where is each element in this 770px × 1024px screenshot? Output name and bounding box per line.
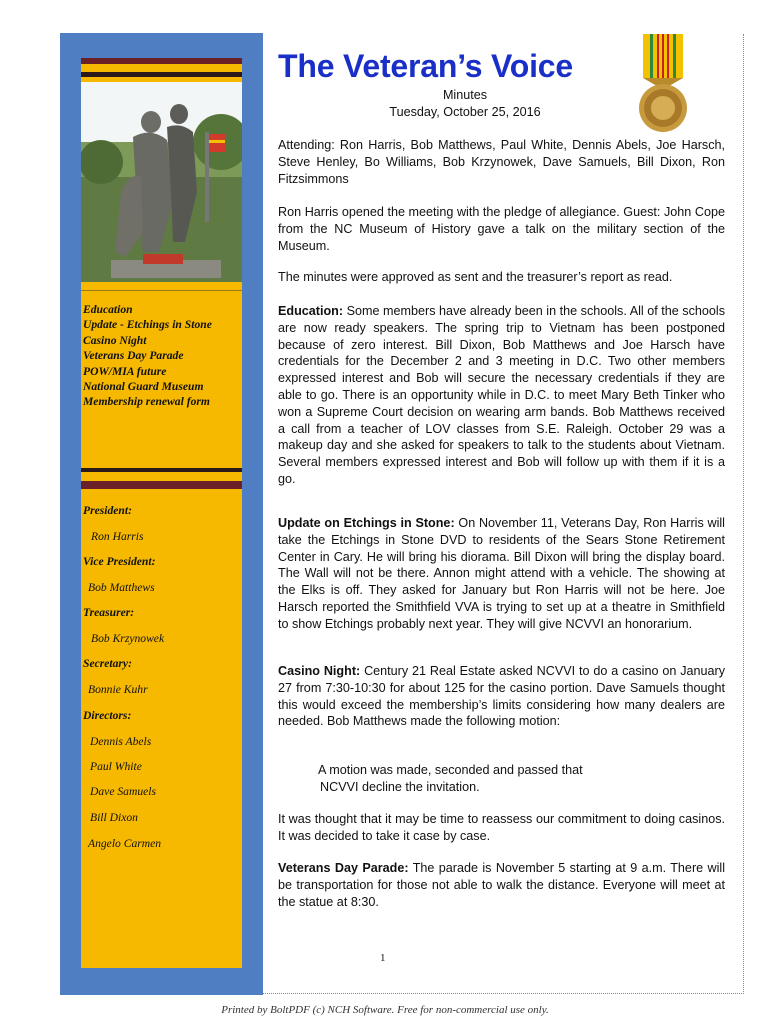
- vice-president-label: Vice President:: [83, 555, 156, 568]
- sidebar-stripe: [81, 72, 242, 77]
- sidebar-divider: [81, 290, 242, 291]
- treasurer-name: Bob Krzynowek: [91, 632, 165, 645]
- secretary-name: Bonnie Kuhr: [88, 683, 148, 696]
- reassess-paragraph: It was thought that it may be time to reassess our commitment to doing casinos. It was decided to take it case by case.: [278, 812, 725, 843]
- contents-item: Update - Etchings in Stone: [83, 318, 212, 332]
- footer-watermark: Printed by BoltPDF (c) NCH Software. Free for non-commercial use only.: [221, 1004, 549, 1016]
- motion-line: A motion was made, seconded and passed that: [318, 763, 583, 777]
- sidebar-contents-list: [83, 302, 241, 410]
- education-paragraph: [278, 303, 725, 488]
- director-name: Angelo Carmen: [88, 837, 162, 850]
- etchings-paragraph: [278, 515, 725, 633]
- opening-paragraph: Ron Harris opened the meeting with the pledge of allegiance. Guest: John Cope from the NC Museum of History gave a talk on the military section of the Museum.: [278, 205, 725, 253]
- motion-line: NCVVI decline the invitation.: [320, 780, 480, 794]
- contents-item: National Guard Museum: [83, 380, 204, 394]
- sidebar-stripe: [81, 58, 242, 64]
- directors-label: Directors:: [83, 709, 132, 722]
- vice-president-name: Bob Matthews: [88, 581, 155, 594]
- minutes-label: Minutes: [442, 88, 488, 102]
- director-name: Dennis Abels: [90, 735, 152, 748]
- sidebar-stripe: [81, 468, 242, 472]
- veterans-statue-photo: [81, 82, 242, 282]
- approval-paragraph: The minutes were approved as sent and the treasurer’s report as read.: [278, 270, 673, 284]
- contents-item: Membership renewal form: [83, 395, 210, 409]
- director-name: Paul White: [90, 760, 142, 773]
- sidebar-stripe: [81, 481, 242, 489]
- casino-heading: Casino Night:: [278, 664, 361, 678]
- meeting-date: Tuesday, October 25, 2016: [389, 105, 541, 119]
- page-number: 1: [380, 952, 386, 964]
- parade-heading: Veterans Day Parade:: [278, 861, 409, 875]
- contents-item: POW/MIA future: [83, 364, 167, 378]
- attending-paragraph: Attending: Ron Harris, Bob Matthews, Paul White, Dennis Abels, Joe Harsch, Steve Henley, Bo Williams, Bob Krzynowek, Dave Samuels, Bill Dixon, Ron Fitzsimmons: [278, 138, 725, 186]
- contents-item: Veterans Day Parade: [83, 349, 184, 363]
- president-label: President:: [83, 504, 132, 517]
- president-name: Ron Harris: [91, 530, 144, 543]
- contents-item: Casino Night: [83, 333, 147, 347]
- parade-paragraph: [278, 860, 725, 910]
- parade-body: The parade is November 5 starting at 9 a.m. There will be transportation for those not able to walk the distance. Everyone will meet at the statue at 8:30.: [278, 861, 725, 909]
- casino-body: Century 21 Real Estate asked NCVVI to do a casino on January 27 from 7:30-10:30 for about 125 for the casino portion. Dave Samuels thought this would exceed the membership’s limits considering how many dealers are needed. Bob Matthews made the following motion:: [278, 664, 725, 729]
- newsletter-title: The Veteran’s Voice: [278, 48, 573, 84]
- education-body: Some members have already been in the schools. All of the schools are now ready speakers. The spring trip to Vietnam has been postponed because of zero interest. Bill Dixon, Bob Matthews and Joe Harsch have credentials for the December 2 and 3 meeting in D.C. Two other members expressed interest and Bob will secure the necessary credentials if they are able to go. There is an opportunity while in D.C. to meet Mary Beth Tinker who won a Supreme Court decision on wearing arm bands. Bob Matthews received a call from a teacher of LOV classes from S.E. Raleigh. October 29 was a makeup day and she asked for speakers to talk to the students about Vietnam. Several members expressed interest and Bob will follow up with them if it is a go.: [278, 304, 725, 486]
- contents-item: Education: [83, 303, 133, 316]
- etchings-heading: Update on Etchings in Stone:: [278, 516, 455, 530]
- education-heading: Education:: [278, 304, 344, 318]
- secretary-label: Secretary:: [83, 657, 132, 670]
- director-name: Dave Samuels: [90, 785, 157, 798]
- director-name: Bill Dixon: [90, 811, 138, 824]
- treasurer-label: Treasurer:: [83, 606, 135, 619]
- medal-icon: [633, 32, 693, 136]
- etchings-body: On November 11, Veterans Day, Ron Harris will take the Etchings in Stone DVD to residents of the Sears Stone Retirement Center in Cary. He will bring his diorama. Bill Dixon will bring the display board. The Wall will not be there. Annon might attend with a vehicle. The showing at the Elks is off. They asked for January but Ron Harris will not be here. Joe Harsch reported the Smithfield VVA is trying to set up at a theatre in Smithfield to show Etchings probably next year. They will give NCVVI an honorarium.: [278, 516, 725, 631]
- casino-paragraph: [278, 663, 725, 730]
